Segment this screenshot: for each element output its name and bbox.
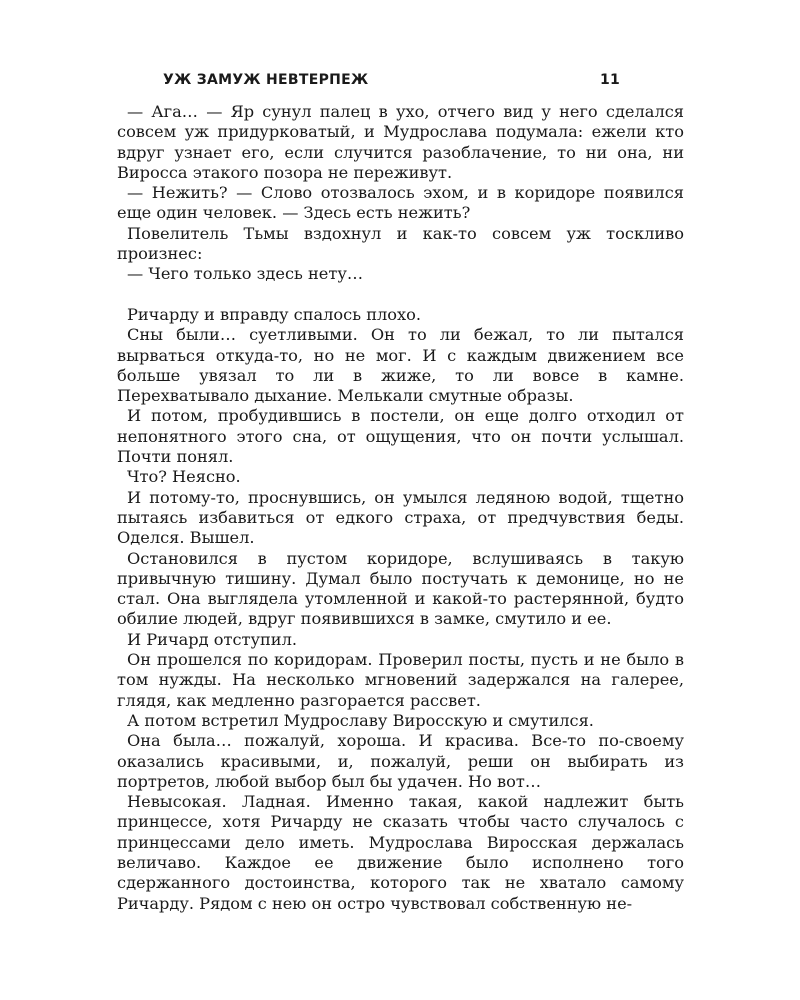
running-title: УЖ ЗАМУЖ НЕВТЕРПЕЖ [163,72,369,88]
paragraph-1: — Ага… — Яр сунул палец в ухо, отчего вид у него сделался совсем уж придурковатый, и Мудрослава подумала: ежели кто вдруг узнает его, если случится разоблачение, то ни она, ни Виросса этакого позора не переживут. [117,102,684,182]
paragraph-4: — Чего только здесь нету… [127,264,364,284]
page-number: 11 [600,72,621,88]
paragraph-3: Повелитель Тьмы вздохнул и как-то совсем уж тоскливо произнес: [117,223,684,264]
paragraph-13: А потом встретил Мудрославу Виросскую и смутился. [127,710,594,730]
paragraph-9: И потому-то, проснувшись, он умылся ледяною водой, тщетно пытаясь избавиться от едкого страха, от предчувствия беды. Оделся. Вышел. [117,487,684,548]
paragraph-5: Ричарду и вправду спалось плохо. [127,304,422,324]
paragraph-10: Остановился в пустом коридоре, вслушиваясь в такую привычную тишину. Думал было постучать к демонице, но не стал. Она выглядела утомленной и какой-то растерянной, будто обилие людей, вдруг появившихся в замке, смутило и ее. [117,548,684,629]
paragraph-7: И потом, пробудившись в постели, он еще долго отходил от непонятного этого сна, от ощущения, что он почти услышал. Почти понял. [117,406,684,467]
running-head [163,72,628,94]
paragraph-12: Он прошелся по коридорам. Проверил посты, пусть и не было в том нужды. На несколько мгновений задержался на галерее, глядя, как медленно разгорается рассвет. [117,650,684,710]
paragraph-15: Невысокая. Ладная. Именно такая, какой надлежит быть принцессе, хотя Ричарду не сказать чтобы часто случалось с принцессами дело иметь. Мудрослава Виросская держалась величаво. Каждое ее движение было исполнено того сдержанного достоинства, которого так не хватало самому Ричарду. Рядом с нею он остро чувствовал собственную не- [117,792,684,913]
body-text [117,102,684,914]
paragraph-2: — Нежить? — Слово отозвалось эхом, и в коридоре появился еще один человек. — Здесь есть нежить? [117,183,684,223]
paragraph-6: Сны были… суетливыми. Он то ли бежал, то ли пытался вырваться откуда-то, но не мог. И с каждым движением все больше увязал то ли в жиже, то ли вовсе в камне. Перехватывало дыхание. Мелькали смутные образы. [117,325,684,406]
paragraph-14: Она была… пожалуй, хороша. И красива. Все-то по-своему оказались красивыми, и, пожалуй, реши он выбирать из портретов, любой выбор был бы удачен. Но вот… [117,731,684,791]
paragraph-8: Что? Неясно. [127,467,241,487]
paragraph-11: И Ричард отступил. [127,629,298,649]
